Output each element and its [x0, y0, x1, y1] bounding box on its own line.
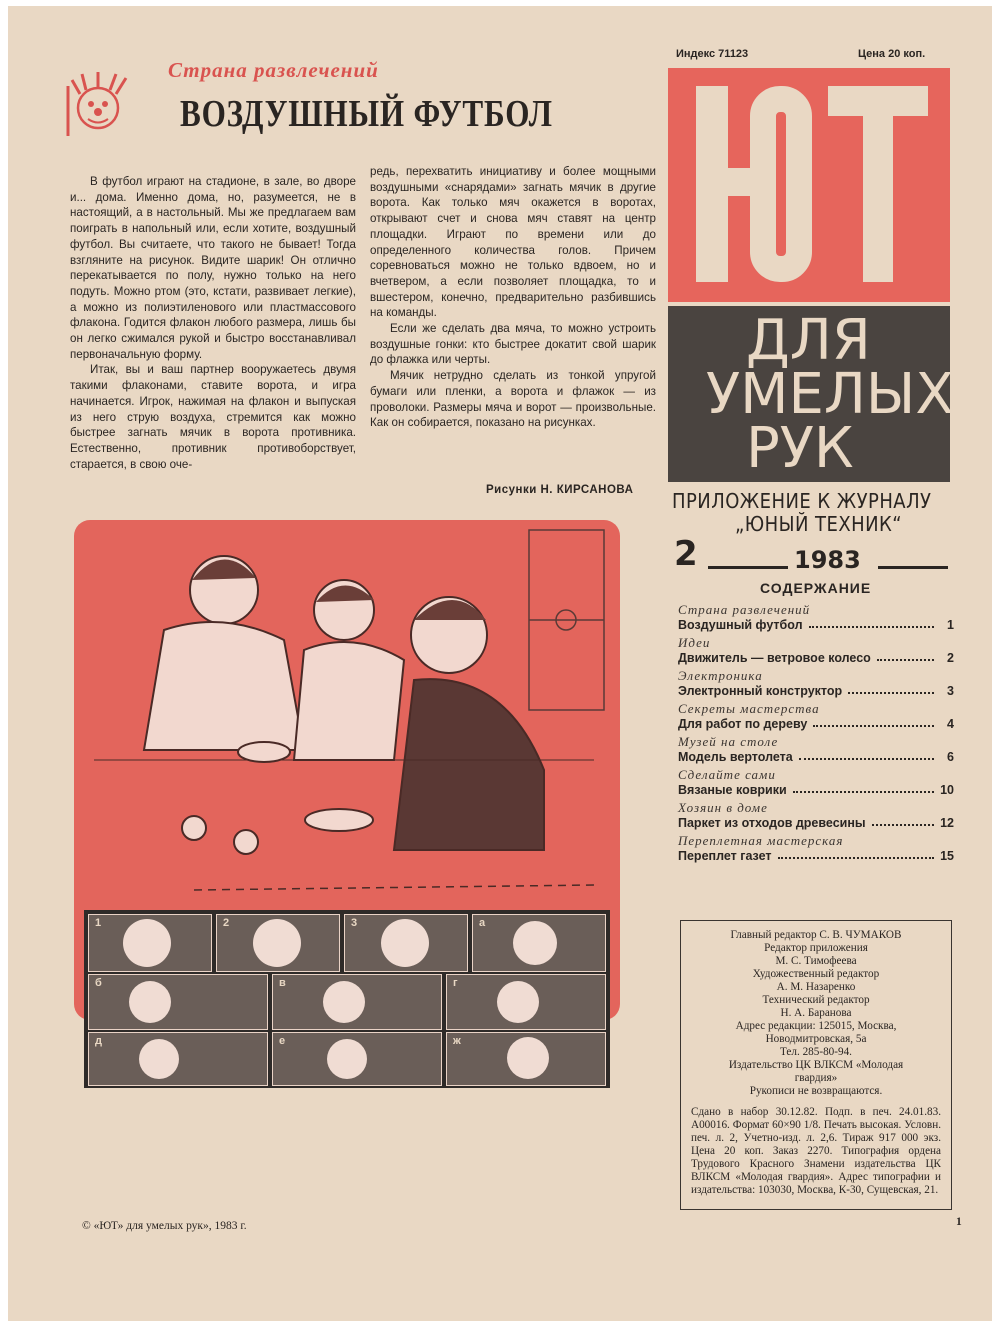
- title-line: ДЛЯ: [746, 308, 871, 373]
- imprint-box: [680, 920, 952, 1210]
- toc-title: Паркет из отходов древесины: [678, 816, 866, 830]
- staff-line: Адрес редакции: 125015, Москва,: [735, 1020, 897, 1032]
- article-column-1: [70, 174, 356, 472]
- toc-title: Электронный конструктор: [678, 684, 843, 698]
- staff-list: [691, 929, 941, 1098]
- title-line: РУК: [746, 416, 854, 481]
- staff-line: гвардия»: [794, 1072, 838, 1084]
- paragraph: Итак, вы и ваш партнер вооружаетесь двумя такими флаконами, ставите ворота, и игра начинается. Игрок, нажимая на флакон и выпуская из него струю воздуха, стремится как можно быстрее загнать мячик в ворота противника. Естественно, противник противоборствует, старается, в свою оче-: [70, 363, 356, 471]
- magazine-page: [8, 6, 992, 1321]
- toc-section: [678, 767, 954, 797]
- toc-page: 1: [947, 618, 954, 632]
- toc-page: 4: [947, 717, 954, 731]
- masthead-subtitle: [672, 490, 931, 536]
- price: Цена 20 коп.: [858, 48, 926, 60]
- toc-category: Электроника: [678, 668, 763, 683]
- children-playing-drawing: [74, 520, 620, 920]
- step-cell: 3: [344, 914, 468, 972]
- toc-category: Страна развлечений: [678, 602, 811, 617]
- toc-page: 6: [947, 750, 954, 764]
- staff-line: Издательство ЦК ВЛКСМ «Молодая: [728, 1059, 904, 1071]
- paragraph: Мячик нетрудно сделать из тонкой упругой бумаги или пленки, а ворота и флажок — из проволоки. Размеры мяча и ворот — произвольные. Как он собирается, показано на рисунках.: [370, 369, 656, 430]
- toc-page: 15: [940, 849, 954, 863]
- table-of-contents: [678, 602, 954, 863]
- toc-section: [678, 701, 954, 731]
- toc-title: Для работ по дереву: [678, 717, 808, 731]
- toc-page: 3: [947, 684, 954, 698]
- subtitle-line: ПРИЛОЖЕНИЕ К ЖУРНАЛУ: [672, 489, 932, 513]
- toc-section: [678, 833, 954, 863]
- assembly-steps-panel: [84, 910, 610, 1088]
- staff-line: Рукописи не возвращаются.: [749, 1085, 883, 1097]
- toc-title: Воздушный футбол: [678, 618, 803, 632]
- staff-line: Художественный редактор: [752, 968, 880, 980]
- toc-category: Секреты мастерства: [678, 701, 820, 716]
- toc-entry[interactable]: [678, 684, 954, 698]
- toc-title: Вязаные коврики: [678, 783, 787, 797]
- step-cell: 2: [216, 914, 340, 972]
- toc-section: [678, 602, 954, 632]
- staff-line: Тел. 285-80-94.: [780, 1046, 852, 1058]
- staff-line: Новодмитровская, 5а: [765, 1033, 867, 1045]
- toc-heading: СОДЕРЖАНИЕ: [760, 580, 872, 596]
- toc-page: 2: [947, 651, 954, 665]
- toc-page: 12: [940, 816, 954, 830]
- step-cell: б: [88, 974, 268, 1030]
- toc-category: Переплетная мастерская: [678, 833, 844, 848]
- step-cell: а: [472, 914, 606, 972]
- paragraph: Если же сделать два мяча, то можно устроить воздушные гонки: кто быстрее докатит свой шарик до флажка или черты.: [370, 322, 656, 367]
- toc-section: [678, 635, 954, 665]
- toc-entry[interactable]: [678, 651, 954, 665]
- staff-line: Главный редактор С. В. ЧУМАКОВ: [730, 929, 902, 941]
- toc-entry[interactable]: [678, 783, 954, 797]
- toc-category: Сделайте сами: [678, 767, 776, 782]
- masthead-title: [668, 306, 954, 482]
- toc-title: Переплет газет: [678, 849, 772, 863]
- toc-category: Хозяин в доме: [678, 800, 768, 815]
- staff-line: Н. А. Баранова: [780, 1007, 852, 1019]
- step-cell: е: [272, 1032, 442, 1086]
- issue-number: 2: [674, 534, 698, 574]
- divider: [708, 566, 788, 569]
- step-cell: в: [272, 974, 442, 1030]
- copyright: © «ЮТ» для умелых рук», 1983 г.: [82, 1220, 247, 1232]
- print-details: Сдано в набор 30.12.82. Подп. в печ. 24.01.83. А00016. Формат 60×90 1/8. Печать высокая. Условн. печ. л. 2, Учетно-изд. л. 2,6. Тираж 917 000 экз. Цена 20 коп. Заказ 2270. Типография ордена Трудового Красного Знамени издательства ЦК ВЛКСМ «Молодая гвардия». Адрес типографии и издательства: 103030, Москва, К-30, Сущевская, 21.: [691, 1106, 941, 1196]
- toc-entry[interactable]: [678, 750, 954, 764]
- toc-section: [678, 800, 954, 830]
- staff-line: М. С. Тимофеева: [775, 955, 857, 967]
- title-line: УМЕЛЫХ: [706, 362, 954, 427]
- yut-logo: [668, 68, 950, 302]
- step-cell: 1: [88, 914, 212, 972]
- subtitle-line: „ЮНЫЙ ТЕХНИК“: [735, 512, 903, 536]
- article-column-2: [370, 164, 656, 431]
- toc-entry[interactable]: [678, 816, 954, 830]
- index-number: Индекс 71123: [676, 48, 749, 60]
- paragraph: редь, перехватить инициативу и более мощными воздушными «снарядами» загнать мячик в другие ворота. Как только мяч окажется в воротах, открывают счет и снова мяч ставят на центр площадки. Играют по времени или до определенного количества голов. Причем соревноваться можно не только вдвоем, но и вчетвером, а если позволяет площадка, то и вшестером, конечно, предварительно разбившись на команды.: [370, 165, 656, 320]
- toc-entry[interactable]: [678, 849, 954, 863]
- paragraph: В футбол играют на стадионе, в зале, во дворе и... дома. Именно дома, но, разумеется, не в настоящий, а в настольный. Мы же предлагаем вам поиграть в напольный или, если хотите, воздушный футбол. Вы считаете, что такого не бывает! Тогда взгляните на рисунок. Видите шарик! Он отлично перекатывается по полу, нужно только на него подуть. Можно ртом (это, кстати, развивает легкие), а можно из полиэтиленового или пластмассового флакона. Годится флакон любого размера, лишь бы он легко сжимался рукой и быстро восстанавливал первоначальную форму.: [70, 175, 356, 361]
- toc-title: Модель вертолета: [678, 750, 793, 764]
- illustration: [74, 520, 620, 1047]
- toc-title: Движитель — ветровое колесо: [678, 651, 871, 665]
- staff-line: Редактор приложения: [764, 942, 868, 954]
- issue-year: 1983: [794, 546, 861, 574]
- toc-page: 10: [940, 783, 954, 797]
- staff-line: Технический редактор: [762, 994, 870, 1006]
- toc-section: [678, 668, 954, 698]
- staff-line: А. М. Назаренко: [776, 981, 856, 993]
- toc-category: Идеи: [678, 635, 711, 650]
- toc-section: [678, 734, 954, 764]
- step-cell: г: [446, 974, 606, 1030]
- step-cell: ж: [446, 1032, 606, 1086]
- article-title: ВОЗДУШНЫЙ ФУТБОЛ: [180, 93, 553, 135]
- divider: [878, 566, 948, 569]
- toc-category: Музей на столе: [678, 734, 779, 749]
- toc-entry[interactable]: [678, 618, 954, 632]
- step-cell: д: [88, 1032, 268, 1086]
- page-number: 1: [956, 1216, 962, 1228]
- article-rubric: Страна развлечений: [168, 58, 379, 82]
- clown-icon: [58, 66, 138, 146]
- toc-entry[interactable]: [678, 717, 954, 731]
- illustration-credits: Рисунки Н. КИРСАНОВА: [486, 484, 634, 496]
